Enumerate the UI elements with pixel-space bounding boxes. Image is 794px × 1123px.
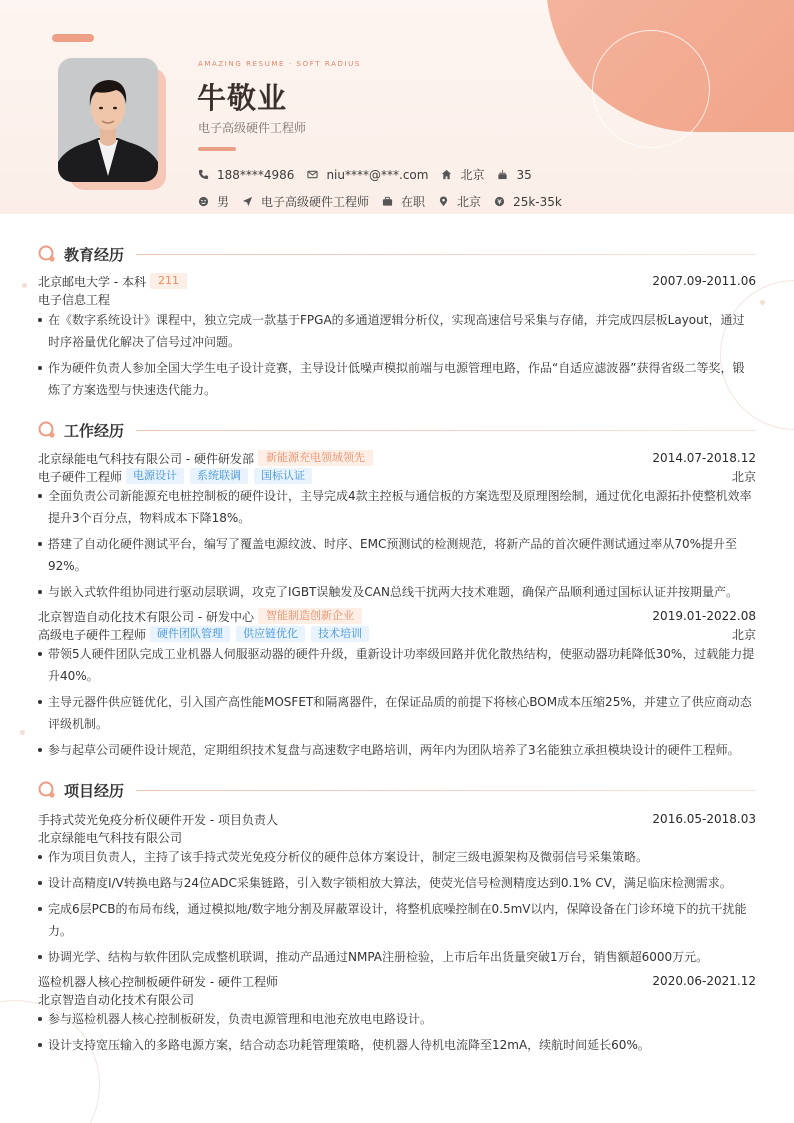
list-item: 协调光学、结构与软件团队完成整机联调，推动产品通过NMPA注册检验，上市后年出货量突破1万台，销售额超6000万元。: [38, 946, 756, 968]
location-icon: [438, 196, 449, 207]
job-company-row: [38, 449, 756, 467]
job-role: 电子硬件工程师: [38, 469, 123, 484]
hometown-item: [441, 166, 484, 183]
major: 电子信息工程: [38, 292, 111, 307]
project-period: 2020.06-2021.12: [652, 974, 756, 988]
job-role-row: [38, 467, 756, 485]
skill-tag: 硬件团队管理: [150, 626, 230, 642]
status-text: 在职: [401, 195, 426, 209]
section-title: 教育经历: [64, 245, 125, 264]
salary-text: 25k-35k: [513, 194, 562, 209]
education-major-row: [38, 290, 756, 308]
decorative-dot: [22, 283, 27, 288]
job-city: 北京: [731, 469, 756, 484]
job-company-row: [38, 607, 756, 625]
target-role-item: [242, 193, 369, 210]
search-icon: [38, 245, 56, 263]
education-period: 2007.09-2011.06: [652, 274, 756, 288]
project-org-row: [38, 828, 756, 846]
education-section-header: [38, 244, 756, 264]
job-period: 2019.01-2022.08: [652, 609, 756, 623]
accent-pill: [52, 34, 94, 42]
profile-row: [198, 193, 575, 210]
job-period: 2014.07-2018.12: [652, 451, 756, 465]
list-item: 带领5人硬件团队完成工业机器人伺服驱动器的硬件升级，重新设计功率级回路并优化散热结构，使驱动器功耗降低30%，过载能力提升40%。: [38, 643, 756, 687]
list-item: 全面负责公司新能源充电桩控制板的硬件设计，主导完成4款主控板与通信板的方案选型及原理图绘制，通过优化电源拓扑使整机效率提升3个百分点，物料成本下降18%。: [38, 485, 756, 529]
home-icon: [441, 169, 452, 180]
candidate-title: 电子高级硬件工程师: [198, 121, 307, 135]
phone-text: 188****4986: [217, 167, 295, 182]
mail-icon: [307, 169, 318, 180]
salary-item: [494, 195, 562, 209]
section-divider: [136, 430, 756, 431]
list-item: 参与巡检机器人核心控制板研发，负责电源管理和电池充放电电路设计。: [38, 1008, 756, 1030]
list-item: 主导元器件供应链优化，引入国产高性能MOSFET和隔离器件，在保证品质的前提下将核心BOM成本压缩25%，并建立了供应商动态评级机制。: [38, 691, 756, 735]
phone-icon: [198, 169, 209, 180]
project-name: 巡检机器人核心控制板硬件研发 - 硬件工程师: [38, 974, 278, 989]
project-name: 手持式荧光免疫分析仪硬件开发 - 项目负责人: [38, 812, 278, 827]
title-underline: [198, 147, 236, 151]
salary-icon: [494, 196, 505, 207]
briefcase-icon: [382, 196, 393, 207]
company-tag: 新能源充电领域领先: [258, 450, 373, 466]
job-city: 北京: [731, 627, 756, 642]
section-divider: [136, 254, 756, 255]
decorative-dot: [760, 300, 765, 305]
search-icon: [38, 781, 56, 799]
project-org-row: [38, 990, 756, 1008]
skill-tag: 技术培训: [311, 626, 369, 642]
header-tagline: AMAZING RESUME · SOFT RADIUS: [198, 60, 361, 68]
school-name: 北京邮电大学 - 本科: [38, 274, 146, 289]
contact-row: [198, 166, 545, 183]
project-org: 北京绿能电气科技有限公司: [38, 830, 183, 845]
company-name: 北京智造自动化技术有限公司 - 研发中心: [38, 609, 254, 624]
skill-tag: 供应链优化: [236, 626, 305, 642]
list-item: 完成6层PCB的布局布线，通过模拟地/数字地分割及屏蔽罩设计，将整机底噪控制在0.5mV以内，保障设备在门诊环境下的抗干扰能力。: [38, 898, 756, 942]
avatar: [58, 58, 158, 182]
skill-tag: 电源设计: [126, 468, 184, 484]
project-period: 2016.05-2018.03: [652, 812, 756, 826]
company-tag: 智能制造创新企业: [258, 608, 362, 624]
age-item: [497, 168, 531, 182]
email-item: [307, 168, 428, 182]
cake-icon: [497, 169, 508, 180]
project-title-row: [38, 972, 756, 990]
list-item: 在《数字系统设计》课程中，独立完成一款基于FPGA的多通道逻辑分析仪，实现高速信号采集与存储，并完成四层板Layout，通过时序裕量优化解决了信号过冲问题。: [38, 309, 756, 353]
decorative-dot: [20, 730, 25, 735]
decorative-ring: [592, 30, 710, 148]
projects-section-header: [38, 780, 756, 800]
target-role-text: 电子高级硬件工程师: [261, 195, 370, 209]
list-item: 搭建了自动化硬件测试平台，编写了覆盖电源纹波、时序、EMC预测试的检测规范，将新产品的首次硬件测试通过率从70%提升至92%。: [38, 533, 756, 577]
job-role: 高级电子硬件工程师: [38, 627, 147, 642]
gender-text: 男: [217, 195, 230, 209]
search-icon: [38, 421, 56, 439]
gender-icon: [198, 196, 209, 207]
status-item: [382, 193, 425, 210]
education-school-row: [38, 272, 756, 290]
phone-item: [198, 168, 294, 182]
hometown-text: 北京: [460, 168, 485, 182]
project-title-row: [38, 810, 756, 828]
section-title: 工作经历: [64, 421, 125, 440]
list-item: 设计高精度I/V转换电路与24位ADC采集链路，引入数字锁相放大算法，使荧光信号检测精度达到0.1% CV，满足临床检测需求。: [38, 872, 756, 894]
age-text: 35: [516, 167, 532, 182]
list-item: 作为硬件负责人参加全国大学生电子设计竞赛，主导设计低噪声模拟前端与电源管理电路，作品“自适应滤波器”获得省级二等奖，锻炼了方案选型与快速迭代能力。: [38, 357, 756, 401]
send-icon: [242, 196, 253, 207]
job-role-row: [38, 625, 756, 643]
location-text: 北京: [457, 195, 482, 209]
gender-item: [198, 193, 229, 210]
section-title: 项目经历: [64, 781, 125, 800]
skill-tag: 系统联调: [190, 468, 248, 484]
company-name: 北京绿能电气科技有限公司 - 硬件研发部: [38, 451, 254, 466]
section-divider: [136, 790, 756, 791]
list-item: 作为项目负责人，主持了该手持式荧光免疫分析仪的硬件总体方案设计，制定三级电源架构及微弱信号采集策略。: [38, 846, 756, 868]
project-org: 北京智造自动化技术有限公司: [38, 992, 195, 1007]
email-text: niu****@***.com: [326, 167, 429, 182]
list-item: 参与起草公司硬件设计规范，定期组织技术复盘与高速数字电路培训，两年内为团队培养了3名能独立承担模块设计的硬件工程师。: [38, 739, 756, 761]
list-item: 与嵌入式软件组协同进行驱动层联调，攻克了IGBT误触发及CAN总线干扰两大技术难题，确保产品顺利通过国标认证并按期量产。: [38, 581, 756, 603]
school-tag: 211: [150, 273, 187, 289]
skill-tag: 国标认证: [254, 468, 312, 484]
profile-photo: [58, 58, 158, 182]
work-section-header: [38, 420, 756, 440]
list-item: 设计支持宽压输入的多路电源方案，结合动态功耗管理策略，使机器人待机电流降至12mA，续航时间延长60%。: [38, 1034, 756, 1056]
candidate-name: 牛敬业: [197, 81, 288, 115]
location-item: [438, 193, 481, 210]
